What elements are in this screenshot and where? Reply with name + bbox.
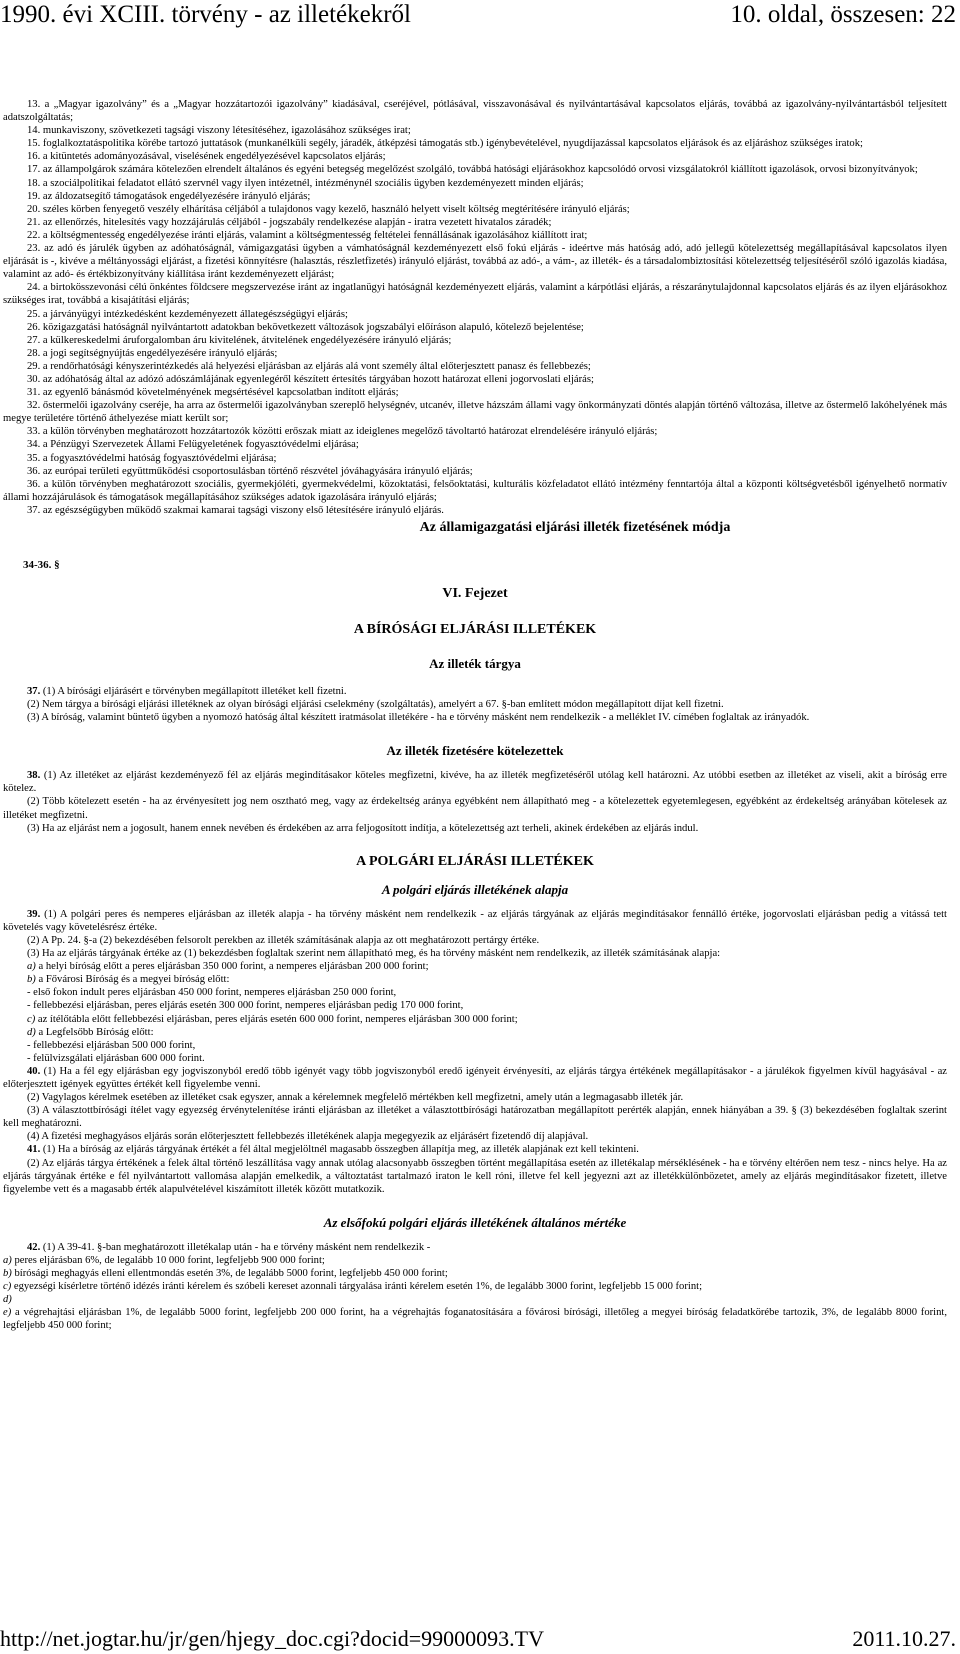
list-item xyxy=(3,1013,947,1026)
paragraph-text: (1) A polgári peres és nemperes eljárásban az illeték alapja - ha törvény másként nem rendelkezik - az eljárás tárgyának az eljárás megindításakor fennálló értéke, jogorvoslati eljárásban pedig a vitássá tett követelés vagy követelésrész értéke. xyxy=(3,908,947,933)
list-item: 35. a fogyasztóvédelmi hatóság fogyasztóvédelmi eljárása; xyxy=(27,452,277,464)
section-number: 40. xyxy=(27,1065,41,1077)
print-date: 2011.10.27. xyxy=(852,1626,956,1651)
list-item xyxy=(3,1254,947,1267)
list-item: - felülvizsgálati eljárásban 600 000 forint. xyxy=(27,1052,205,1064)
section-number: 39. xyxy=(27,908,41,920)
list-item: 34. a Pénzügyi Szervezetek Állami Felügyeletének fogyasztóvédelmi eljárása; xyxy=(27,439,359,451)
list-item xyxy=(3,973,947,986)
list-item: - fellebbezési eljárásban, peres eljárás esetén 300 000 forint, nemperes eljárásban pedig 170 000 forint, xyxy=(27,1000,464,1012)
item-label: b) xyxy=(3,1268,12,1279)
chapter-title: A POLGÁRI ELJÁRÁSI ILLETÉKEK xyxy=(356,853,594,869)
list-item xyxy=(3,1293,947,1306)
paragraph: (2) Vagylagos kérelmek esetében az illetéket csak egyszer, annak a kérelemnek megfelelő mértékben kell megfizetni, amely után a legmagasabb illeték jár. xyxy=(27,1092,684,1104)
list-item: 36. a külön törvényben meghatározott szociális, gyermekjóléti, gyermekvédelmi, közoktatási, felsőoktatási, kulturális közfeladatot ellátó intézmény fenntartója által a központi költségvetésből igényelhető normatív állami hozzájárulások és támogatások megállapításához szükséges adatok igazolására irányuló eljárás; xyxy=(3,478,947,503)
list-item: 22. a költségmentesség engedélyezése iránti eljárás, valamint a költségmentesség feltételei fennállásának igazolásához kiállított irat; xyxy=(27,229,588,241)
list-item: 30. az adóhatóság által az adózó adószámlájának egyenlegéről készített értesítés tárgyában hozott határozat elleni jogorvoslati eljárás; xyxy=(27,373,594,385)
list-item: 23. az adó és járulék ügyben az adóhatóságnál, vámigazgatási ügyben a vámhatóságnál kezdeményezett első fokú eljárás - ideértve más hatóság adó, adó jellegű kötelezettség megállapításával kapcsolatos ilyen eljárását is -, kivéve a méltányossági eljárást, a fizetési könnyítésre (halasztás, részletfizetés) irányuló eljárást, továbbá az adó-, a vám-, az illeték- és a társadalombiztosítási kötelezettség teljesítéséről szóló igazolás kiadása, valamint az adó- és értékbizonyítvány kiállítása iránt kezdeményezett eljárást; xyxy=(3,243,947,281)
item-text: a Fővárosi Bíróság és a megyei bíróság előtt: xyxy=(35,974,230,986)
document-title: 1990. évi XCIII. törvény - az illetékekről xyxy=(0,1,411,28)
document-body xyxy=(3,98,947,1332)
list-item: 16. a kitüntetés adományozásával, viselésének engedélyezésével kapcsolatos eljárás; xyxy=(27,151,386,163)
source-url[interactable]: http://net.jogtar.hu/jr/gen/hjegy_doc.cgi?docid=99000093.TV xyxy=(0,1626,544,1651)
paragraph: (4) A fizetési meghagyásos eljárás során előterjesztett fellebbezés illetékének alapja megegyezik az eljárásért fizetendő díj alapjával. xyxy=(27,1131,589,1143)
list-item: 19. az áldozatsegítő támogatások engedélyezésére irányuló eljárás; xyxy=(27,190,311,202)
list-item: 37. az egészségügyben működő szakmai kamarai tagsági viszony első létesítésére irányuló eljárás. xyxy=(27,504,444,516)
list-item: 27. a külkereskedelmi áruforgalomban áru kivitelének, átvitelének engedélyezésére irányuló eljárás; xyxy=(27,334,452,346)
item-label: b) xyxy=(27,974,36,986)
item-label: d) xyxy=(3,1294,12,1306)
paragraph-text: (1) Ha a fél egy eljárásban egy jogviszonyból eredő több igényét vagy több jogviszonyból eredő igényeit érvényesíti, az eljárás tárgya értékének megállapításakor - a járulékok figyelmen kívül hagyásával - az előterjesztett igények együttes értékét kell figyelembe venni. xyxy=(3,1065,947,1090)
item-label: a) xyxy=(27,961,36,973)
item-label: a) xyxy=(3,1254,12,1266)
section-heading: Az államigazgatási eljárási illeték fizetésének módja xyxy=(419,520,731,535)
list-item: - első fokon indult peres eljárásban 450 000 forint, nemperes eljárásban 250 000 forint, xyxy=(27,987,397,999)
paragraph: (2) Az eljárás tárgya értékének a felek által történő leszállítása vagy annak utólag alacsonyabb összegben történt megállapítása esetén az illetékalap mérséklésének - ha e törvény eltérően nem tesz - nincs helye. Ha az eljárás tárgyának értéke e fél nyilvántartott vallomása alapján emelkedik, a változtatást tartalmazó iraton le kell róni, illetve fel kell jegyezni azt az illetékkülönbözetet, amely az eljárás megindításakor fizetett, illetve figyelembe vett és a magasabb érték alapulvételével kiszámított illeték között mutatkozik. xyxy=(3,1157,947,1195)
page-counter: 10. oldal, összesen: 22 xyxy=(730,1,956,28)
list-item: 28. a jogi segítségnyújtás engedélyezésére irányuló eljárás; xyxy=(27,347,278,359)
item-text: a helyi bíróság előtt a peres eljárásban 350 000 forint, a nemperes eljárásban 200 000 forint; xyxy=(35,961,429,973)
paragraph: (3) Ha az eljárás tárgyának értéke az (1) bekezdésben foglaltak szerint nem állapítható meg, és ha törvény másként nem rendelkezik, az illeték számításának alapja: xyxy=(27,948,721,960)
list-item xyxy=(3,1267,947,1280)
list-item xyxy=(3,1280,947,1293)
paragraph xyxy=(3,685,947,698)
item-label: c) xyxy=(3,1281,12,1293)
paragraph-text: (1) Ha a bíróság az eljárás tárgyának értékét a fél által megjelöltnél magasabb összegben állapítja meg, az illeték alapjának ezt kell tekinteni. xyxy=(40,1144,639,1156)
section-number: 42. xyxy=(27,1241,41,1253)
page-footer xyxy=(0,1626,960,1654)
item-text: bírósági meghagyás elleni ellentmondás esetén 3%, de legalább 5000 forint, legfeljebb 450 000 forint; xyxy=(11,1268,448,1279)
subchapter-heading: Az illeték fizetésére kötelezettek xyxy=(386,743,564,759)
section-number: 34-36. § xyxy=(23,559,60,571)
subchapter-heading: Az illeték tárgya xyxy=(429,656,521,671)
list-item: 31. az egyenlő bánásmód követelményének megsértésével kapcsolatban indított eljárás; xyxy=(27,387,399,399)
item-label: e) xyxy=(3,1307,12,1319)
list-item: 15. foglalkoztatáspolitika körébe tartozó juttatások (munkanélküli segély, járadék, átképzési támogatás stb.) igénybevételével, nyugdíjazással kapcsolatos eljárások és az eljáráshoz szükséges iratok; xyxy=(27,138,863,150)
section-number: 37. xyxy=(27,686,41,697)
item-text: egyezségi kísérletre történő idézés iránti kérelem és szóbeli kereset azonnali tárgyalása iránti kérelem esetén 1%, de legalább 3000 forint, legfeljebb 15 000 forint; xyxy=(11,1281,703,1293)
paragraph: (3) A bíróság, valamint büntető ügyben a nyomozó hatóság által készített iratmásolat illetékére - ha e törvény másként nem rendelkezik - a melléklet IV. címében foglaltak az irányadók. xyxy=(27,712,810,724)
subchapter-heading: A polgári eljárás illetékének alapja xyxy=(381,881,569,897)
chapter-title: A BÍRÓSÁGI ELJÁRÁSI ILLETÉKEK xyxy=(353,622,597,637)
item-text: az ítélőtábla előtt fellebbezési eljárásban, peres eljárás esetén 600 000 forint, nemperes eljárásban 300 000 forint; xyxy=(35,1013,518,1025)
list-item: 17. az állampolgárok számára kötelezően elrendelt általános és egyéni betegség megelőzést szolgáló, továbbá hatósági eljárásokhoz kapcsolódó orvosi vizsgálatokról kiállított igazolások, orvosi bizonyítványok; xyxy=(27,164,918,176)
paragraph xyxy=(3,1143,947,1156)
list-item: 14. munkaviszony, szövetkezeti tagsági viszony létesítéséhez, igazolásához szükséges irat; xyxy=(27,125,411,137)
paragraph: (2) Több kötelezett esetén - ha az érvényesített jog nem osztható meg, vagy az érdekeltség aránya egyébként nem állapítható meg - a kötelezettek egyetemlegesen, egyébként az érdekeltség arányában kötelesek az illetéket megfizetni. xyxy=(3,796,947,821)
subchapter-heading: Az elsőfokú polgári eljárás illetékének általános mértéke xyxy=(323,1214,627,1230)
paragraph: (3) Ha az eljárást nem a jogosult, hanem ennek nevében és érdekében az arra feljogosított indítja, a kötelezettség azt terheli, akinek érdekében az eljárás indul. xyxy=(27,822,699,834)
list-item: 21. az ellenőrzés, hitelesítés vagy hozzájárulás céljából - jogszabály rendelkezése alapján - iratra vezetett hivatalos záradék; xyxy=(27,216,552,228)
page-header xyxy=(0,0,960,40)
list-item xyxy=(3,1306,947,1332)
paragraph-text: (1) A bírósági eljárásért e törvényben megállapított illetéket kell fizetni. xyxy=(40,686,347,697)
paragraph xyxy=(3,1065,947,1091)
list-item: 26. közigazgatási hatóságnál nyilvántartott adatokban bekövetkezett változások jogszabályi előíráson alapuló, kötelező bejelentése; xyxy=(27,321,584,333)
list-item: 24. a birtokösszevonási célú önkéntes földcsere megszervezése iránt az ingatlanügyi hatóságnál kezdeményezett eljárás, valamint a kárpótlási eljárás, a részaránytulajdonnal kapcsolatos eljárás és az ilyen eljárásokhoz szükséges irat, továbbá a kisajátítási eljárás; xyxy=(3,282,947,307)
item-text: a végrehajtási eljárásban 1%, de legalább 5000 forint, legfeljebb 200 000 forint, ha a végrehajtás foganatosítására a fővárosi bírósági, illetőleg a megyei bíróság feladatkörébe tartozik, 3%, de legalább 8000 forint, legfeljebb 450 000 forint; xyxy=(3,1307,947,1332)
list-item: 20. széles körben fenyegető veszély elhárítása céljából a tulajdonos vagy kezelő, használó helyett viselt költség megtérítésére irányuló eljárás; xyxy=(27,203,630,215)
item-label: d) xyxy=(27,1026,36,1038)
paragraph: (2) Nem tárgya a bírósági eljárási illetéknek az olyan bírósági eljárási cselekmény (szolgáltatás), amelyért a 67. §-ban említett módon megállapított díjat kell fizetni. xyxy=(27,699,724,711)
list-item: 18. a szociálpolitikai feladatot ellátó szervnél vagy ilyen intézetnél, intézménynél szociális ügyben kezdeményezett minden eljárás; xyxy=(27,177,584,189)
section-34-36 xyxy=(3,517,947,671)
section-number: 41. xyxy=(27,1144,41,1156)
list-item xyxy=(3,960,947,973)
list-item: 29. a rendőrhatósági kényszerintézkedés alá helyezési eljárásban az eljárás alá vont személy által előterjesztett panasz és fellebbezés; xyxy=(27,360,591,372)
item-label: c) xyxy=(27,1013,36,1025)
list-item: 33. a külön törvényben meghatározott hozzátartozók közötti erőszak miatt az ideiglenes megelőző távoltartó határozat elrendelésére irányuló eljárás; xyxy=(27,426,658,438)
item-text: peres eljárásban 6%, de legalább 10 000 forint, legfeljebb 900 000 forint; xyxy=(11,1254,325,1266)
paragraph-text: (1) A 39-41. §-ban meghatározott illetékalap után - ha e törvény másként nem rendelkezik - xyxy=(40,1241,431,1253)
paragraph xyxy=(3,1241,947,1254)
section-number: 38. xyxy=(27,770,41,782)
list-item xyxy=(3,1026,947,1039)
paragraph-text: (1) Az illetéket az eljárást kezdeményező fél az eljárás megindításakor köteles megfizetni, kivéve, ha az illeték megfizetéséről utólag kell határozni. Az utóbbi esetben az illetéket az viseli, akit a bíróság erre kötelez. xyxy=(3,770,947,795)
paragraph xyxy=(3,769,947,795)
list-item: - fellebbezési eljárásban 500 000 forint, xyxy=(27,1039,196,1051)
item-text: a Legfelsőbb Bíróság előtt: xyxy=(35,1026,154,1038)
paragraph: (3) A választottbírósági ítélet vagy egyezség érvénytelenítése iránti eljárásban az illetéket a választottbírósági határozatban megállapított perérték alapján, ennek hiányában a 39. § (3) bekezdésében foglaltak szerint kell meghatározni. xyxy=(3,1105,947,1130)
chapter-number: VI. Fejezet xyxy=(442,586,508,601)
list-item: 36. az európai területi együttműködési csoportosulásban történő részvétel jóváhagyására irányuló eljárás; xyxy=(27,465,473,477)
list-item: 25. a járványügyi intézkedésként kezdeményezett állategészségügyi eljárás; xyxy=(27,308,348,320)
paragraph xyxy=(3,908,947,934)
list-item: 13. a „Magyar igazolvány” és a „Magyar hozzátartozói igazolvány” kiadásával, cseréjével, pótlásával, visszavonásával és nyilvántartásával kapcsolatos eljárás, továbbá az igazolvány-nyilvántartásból teljesített adatszolgáltatás; xyxy=(3,99,947,124)
list-item: 32. őstermelői igazolvány cseréje, ha arra az őstermelői igazolványban szereplő helységnév, utcanév, illetve házszám állami vagy önkormányzati döntés alapján történő változása, illetve az őstermelő lakóhelyének más megye területére történő áthelyezése miatt került sor; xyxy=(3,400,947,425)
paragraph: (2) A Pp. 24. §-a (2) bekezdésében felsorolt perekben az illeték számításának alapja az ott meghatározott pertárgy értéke. xyxy=(27,934,540,946)
